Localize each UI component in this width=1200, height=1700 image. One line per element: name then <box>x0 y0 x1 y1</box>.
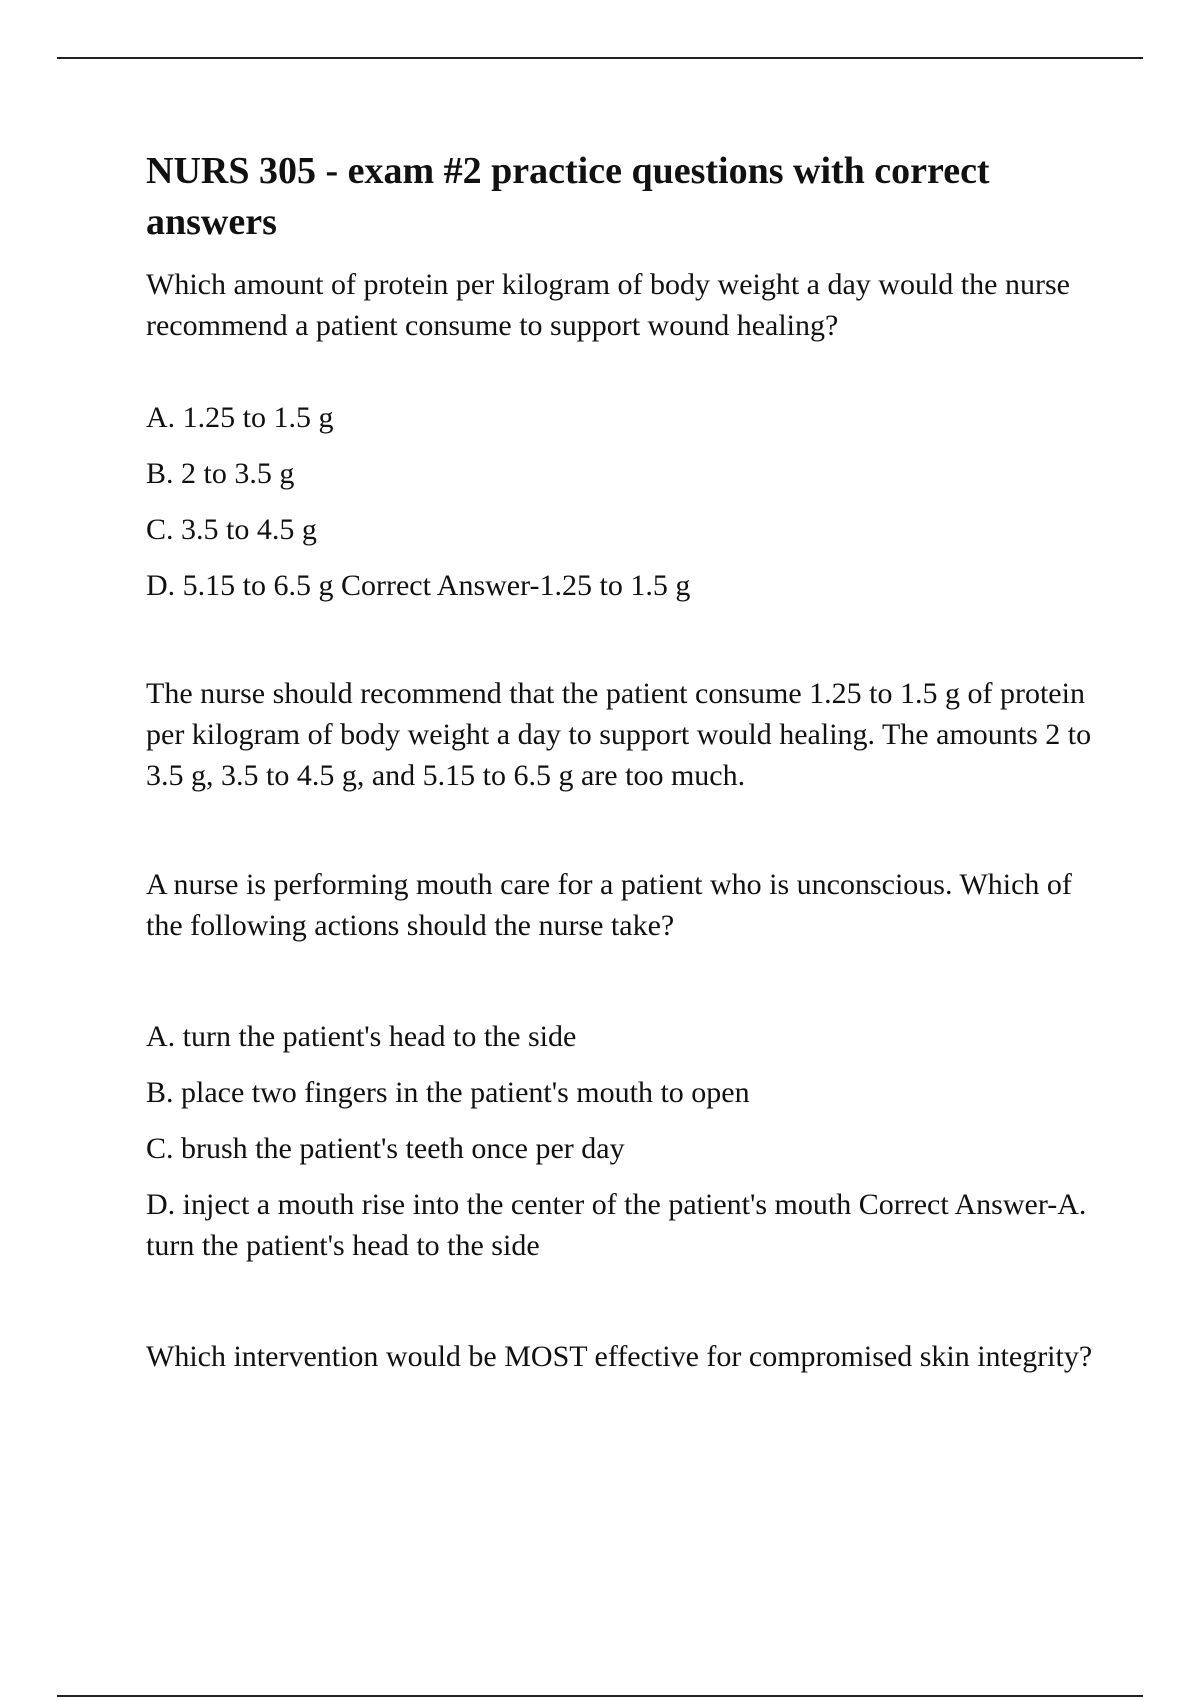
question-1-options <box>146 397 1106 621</box>
question-1-option-b: B. 2 to 3.5 g <box>146 457 295 490</box>
spacer <box>146 1266 1106 1336</box>
spacer <box>146 621 1106 673</box>
document-title: NURS 305 - exam #2 practice questions with correct answers <box>146 150 990 243</box>
question-2-option-a: A. turn the patient's head to the side <box>146 1020 577 1053</box>
question-2-text: A nurse is performing mouth care for a patient who is unconscious. Which of the following actions should the nurse take? <box>146 868 1072 942</box>
spacer <box>146 796 1106 864</box>
question-1-option-c: C. 3.5 to 4.5 g <box>146 513 317 546</box>
top-divider <box>57 57 1143 59</box>
spacer <box>146 346 1106 397</box>
question-1-option-a: A. 1.25 to 1.5 g <box>146 401 334 434</box>
question-1-explanation: The nurse should recommend that the patient consume 1.25 to 1.5 g of protein per kilogram of body weight a day to support would healing. The amounts 2 to 3.5 g, 3.5 to 4.5 g, and 5.15 to 6.5 g are too much. <box>146 677 1092 792</box>
question-2-option-c: C. brush the patient's teeth once per day <box>146 1132 625 1165</box>
document-body <box>146 146 1106 1377</box>
question-2-options <box>146 1016 1106 1266</box>
question-3-text: Which intervention would be MOST effective for compromised skin integrity? <box>146 1340 1093 1373</box>
question-1-text: Which amount of protein per kilogram of body weight a day would the nurse recommend a patient consume to support wound healing? <box>146 268 1070 342</box>
bottom-divider <box>57 1695 1143 1697</box>
question-1-option-d-answer: D. 5.15 to 6.5 g Correct Answer-1.25 to 1.5 g <box>146 569 691 602</box>
question-2-option-b: B. place two fingers in the patient's mouth to open <box>146 1076 750 1109</box>
question-2-option-d-answer: D. inject a mouth rise into the center of the patient's mouth Correct Answer-A. turn the patient's head to the side <box>146 1188 1087 1262</box>
spacer <box>146 946 1106 1016</box>
